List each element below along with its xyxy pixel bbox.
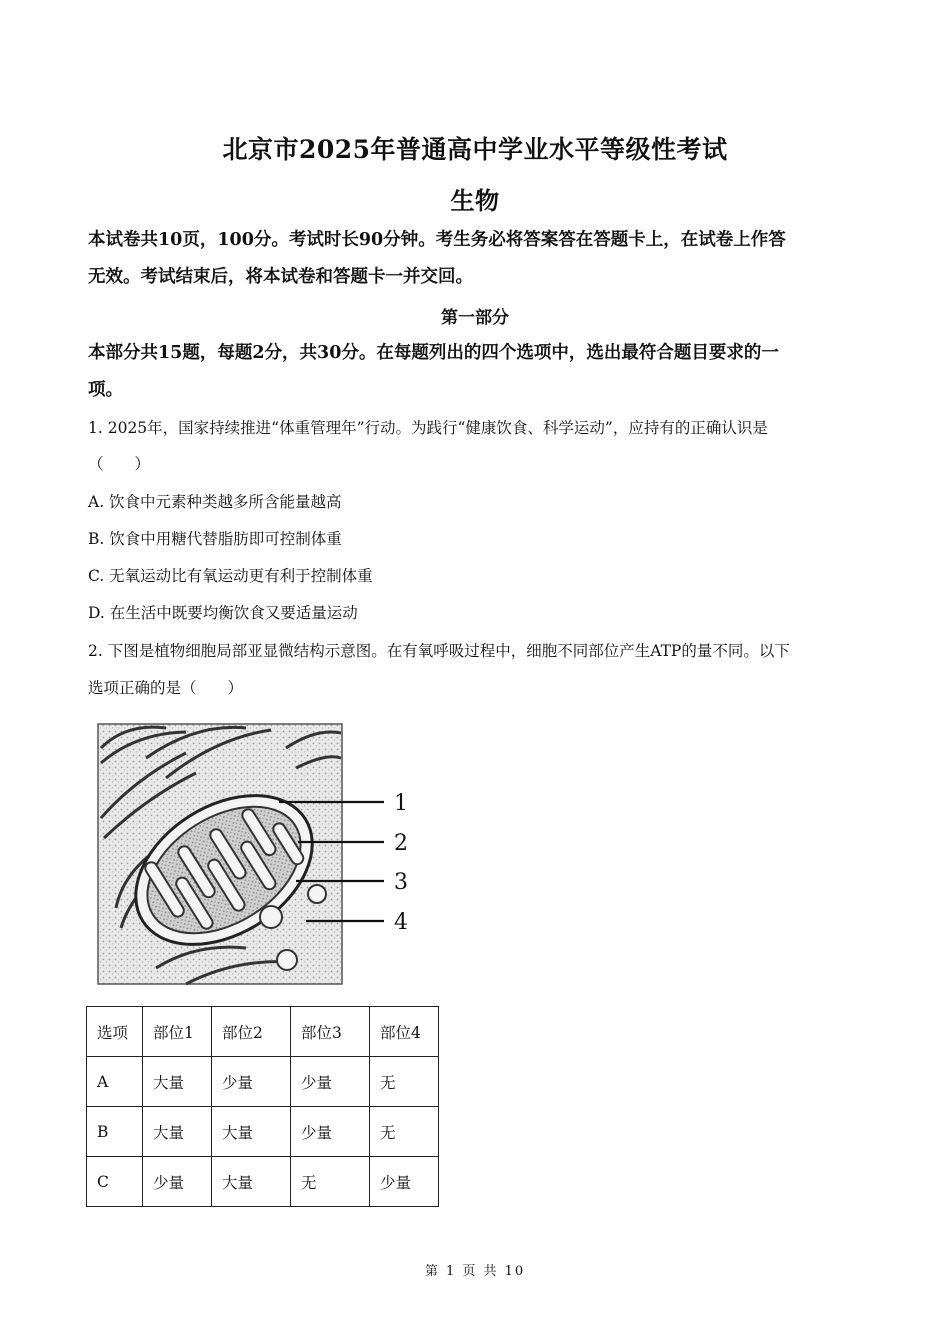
q1-option-d: D. 在生活中既要均衡饮食又要适量运动 xyxy=(88,604,358,622)
mitochondrion-figure xyxy=(96,718,426,990)
table-header-cell: 部位3 xyxy=(291,1007,370,1057)
part-heading: 第一部分 xyxy=(441,308,509,328)
exam-title: 北京市2025年普通高中学业水平等级性考试 xyxy=(222,135,728,164)
table-cell: A xyxy=(87,1057,143,1107)
subject-title: 生物 xyxy=(450,186,500,215)
figure-label-2: 2 xyxy=(394,831,408,856)
q1-option-b: B. 饮食中用糖代替脂肪即可控制体重 xyxy=(88,530,342,548)
table-cell: 少量 xyxy=(291,1057,370,1107)
table-row xyxy=(87,1057,439,1107)
q1-stem-line-1: 1. 2025年，国家持续推进“体重管理年”行动。为践行“健康饮食、科学运动”，应持有的正确认识是 xyxy=(88,419,768,437)
table-cell: 大量 xyxy=(143,1057,212,1107)
table-header-cell: 部位4 xyxy=(370,1007,439,1057)
table-cell: C xyxy=(87,1157,143,1207)
page-footer: 第 1 页 共 10 xyxy=(424,1264,526,1279)
table-cell: 少量 xyxy=(212,1057,291,1107)
q2-options-table xyxy=(86,1006,439,1207)
q2-stem-line-2: 选项正确的是（ ） xyxy=(88,679,244,697)
table-row xyxy=(87,1107,439,1157)
table-header-cell: 选项 xyxy=(87,1007,143,1057)
notice-line-2: 无效。考试结束后，将本试卷和答题卡一并交回。 xyxy=(88,267,473,287)
q1-option-a: A. 饮食中元素种类越多所含能量越高 xyxy=(88,493,342,511)
notice-line-1: 本试卷共10页，100分。考试时长90分钟。考生务必将答案答在答题卡上，在试卷上作答 xyxy=(88,230,786,250)
q2-stem-line-1: 2. 下图是植物细胞局部亚显微结构示意图。在有氧呼吸过程中，细胞不同部位产生ATP的量不同。以下 xyxy=(88,642,790,660)
table-cell: 少量 xyxy=(291,1107,370,1157)
table-cell: 大量 xyxy=(212,1107,291,1157)
q1-option-c: C. 无氧运动比有氧运动更有利于控制体重 xyxy=(88,567,373,585)
figure-label-1: 1 xyxy=(394,791,408,816)
part-intro-line-1: 本部分共15题，每题2分，共30分。在每题列出的四个选项中，选出最符合题目要求的一 xyxy=(88,343,779,363)
table-cell: 大量 xyxy=(212,1157,291,1207)
figure-label-4: 4 xyxy=(394,910,408,935)
table-cell: 少量 xyxy=(143,1157,212,1207)
table-cell: 无 xyxy=(370,1057,439,1107)
table-header-row xyxy=(87,1007,439,1057)
table-cell: 大量 xyxy=(143,1107,212,1157)
table-cell: 无 xyxy=(291,1157,370,1207)
figure-label-3: 3 xyxy=(394,870,408,895)
table-cell: 无 xyxy=(370,1107,439,1157)
table-header-cell: 部位2 xyxy=(212,1007,291,1057)
q1-stem-line-2: （ ） xyxy=(88,455,151,473)
table-header-cell: 部位1 xyxy=(143,1007,212,1057)
table-cell: 少量 xyxy=(370,1157,439,1207)
table-cell: B xyxy=(87,1107,143,1157)
table-row xyxy=(87,1157,439,1207)
part-intro-line-2: 项。 xyxy=(88,380,123,400)
